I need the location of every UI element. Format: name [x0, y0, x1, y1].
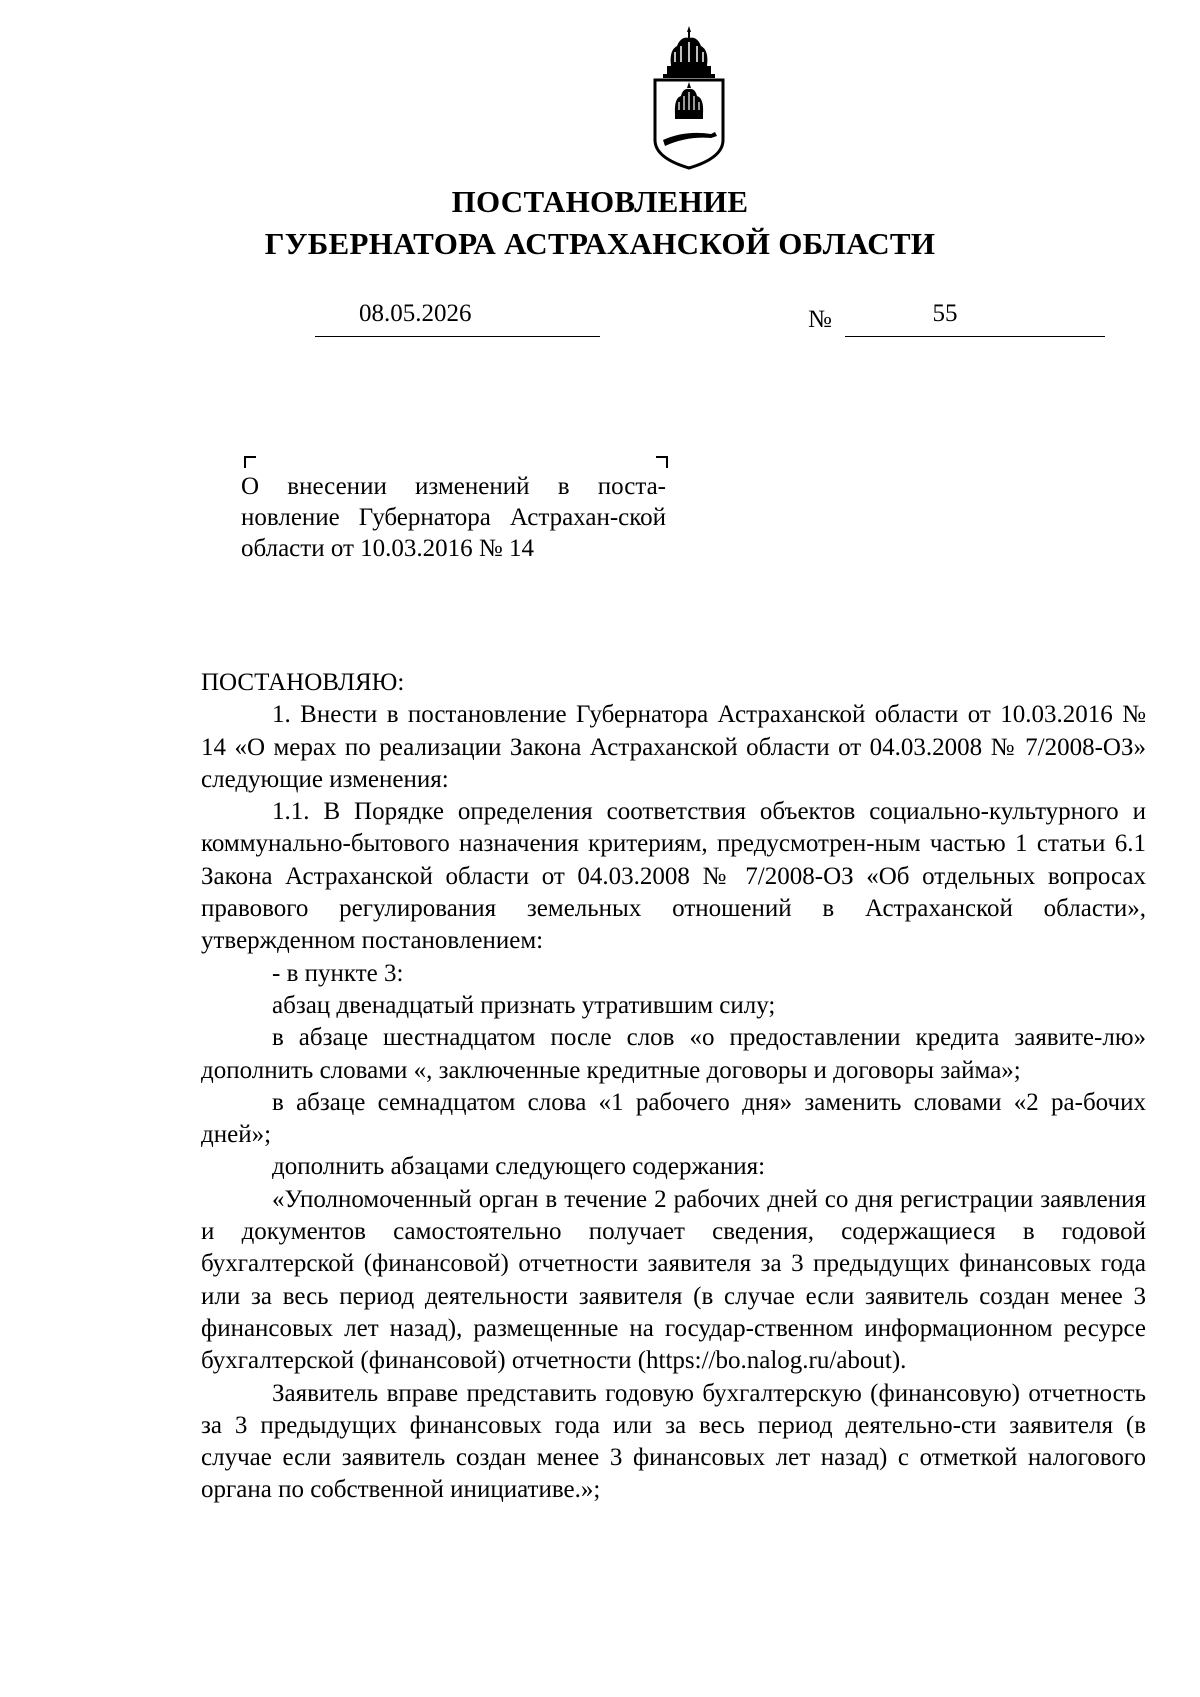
paragraph: дополнить абзацами следующего содержания: [272, 1153, 766, 1181]
document-date: 08.05.2026 [359, 300, 472, 327]
document-subject: О внесении изменений в поста-новление Губернатора Астрахан-ской области от 10.03.2016 № 14 [241, 473, 666, 562]
document-number: 55 [932, 300, 958, 327]
subject-bracket-left [244, 456, 256, 468]
paragraph: 1.1. В Порядке определения соответствия объектов социально-культурного и коммунально-бытового назначения критериям, предусмотрен-ным частью 1 статьи 6.1 Закона Астраханской области от 04.03.2008 № 7/2008-ОЗ «Об отдельных вопросах правового регулирования земельных отношений в Астраханской области», утвержденном постановлением: [201, 798, 1146, 955]
document-date-field [315, 300, 600, 337]
coat-of-arms-emblem [645, 22, 733, 172]
decree-heading: ПОСТАНОВЛЯЮ: [201, 669, 405, 696]
number-sign: № [808, 306, 832, 333]
document-body [201, 667, 1146, 1507]
paragraph: Заявитель вправе представить годовую бухгалтерскую (финансовую) отчетность за 3 предыдущих финансовых года или за весь период деятельно-сти заявителя (в случае если заявитель создан менее 3 финансовых лет назад) с отметкой налогового органа по собственной инициативе.»; [201, 1379, 1146, 1504]
document-title: ПОСТАНОВЛЕНИЕ [451, 184, 749, 219]
paragraph: 1. Внести в постановление Губернатора Астраханской области от 10.03.2016 № 14 «О мерах по реализации Закона Астраханской области от 04.03.2008 № 7/2008-ОЗ» следующие изменения: [201, 701, 1146, 793]
paragraph: абзац двенадцатый признать утратившим силу; [272, 991, 776, 1019]
paragraph: в абзаце шестнадцатом после слов «о предоставлении кредита заявите-лю» дополнить словами «, заключенные кредитные договоры и договоры займа»; [201, 1024, 1146, 1084]
subject-bracket-right [656, 456, 668, 468]
document-issuer: ГУБЕРНАТОРА АСТРАХАНСКОЙ ОБЛАСТИ [264, 226, 936, 261]
paragraph: - в пункте 3: [272, 959, 404, 987]
paragraph: в абзаце семнадцатом слова «1 рабочего дня» заменить словами «2 ра-бочих дней»; [201, 1088, 1146, 1149]
paragraph: «Уполномоченный орган в течение 2 рабочих дней со дня регистрации заявления и документов самостоятельно получает сведения, содержащиеся в годовой бухгалтерской (финансовой) отчетности заявителя за 3 предыдущих финансовых года или за весь период деятельности заявителя (в случае если заявитель создан менее 3 финансовых лет назад), размещенные на государ-ственном информационном ресурсе бухгалтерской (финансовой) отчетности (https://bo.nalog.ru/about). [201, 1185, 1146, 1375]
document-number-field [845, 300, 1105, 337]
